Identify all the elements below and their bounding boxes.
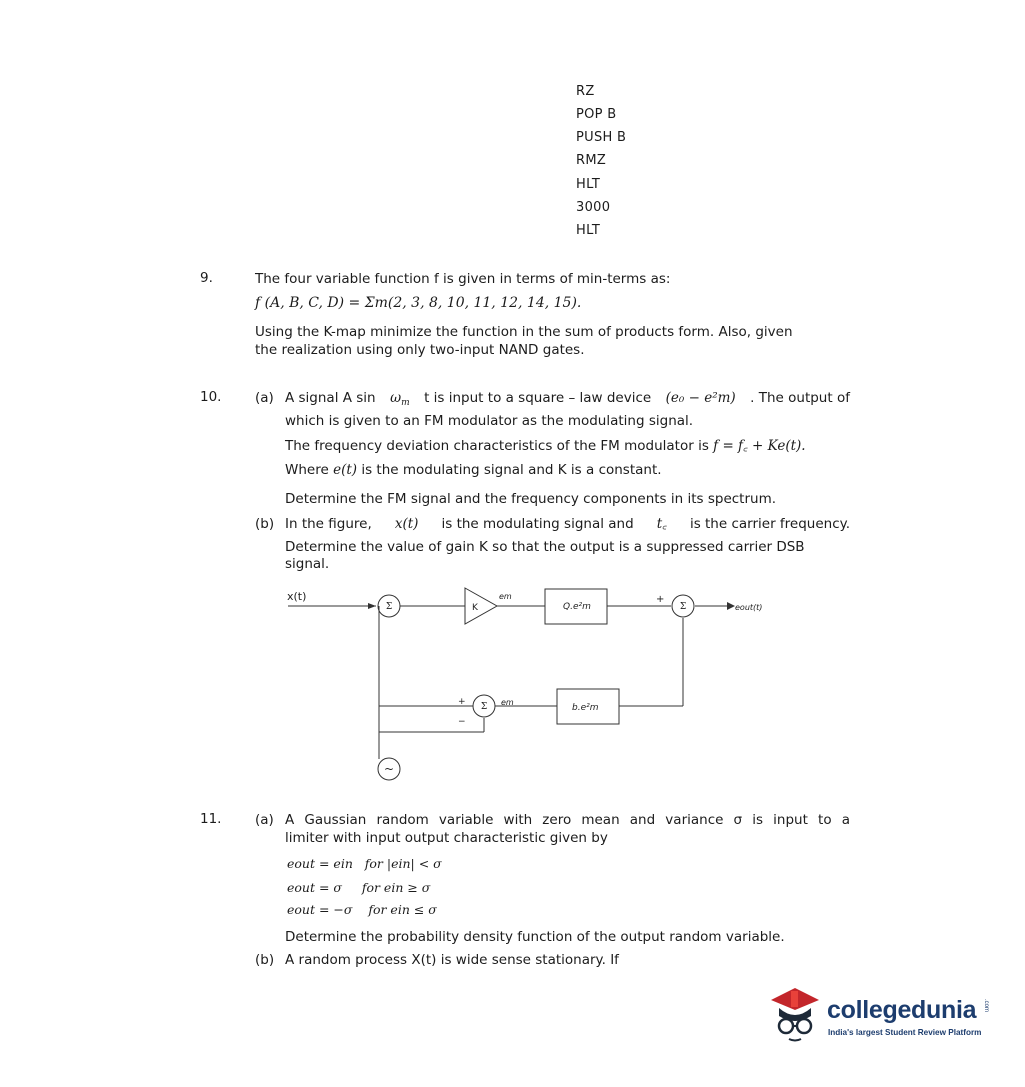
part-label: (b) [255, 516, 275, 532]
q10a-line5: Determine the FM signal and the frequency components in its spectrum. [285, 491, 777, 507]
q10b-line1: In the figure, x(t) is the modulating signal and t꜀ is the carrier frequency. [285, 516, 850, 532]
question-number: 10. [200, 389, 222, 405]
logo-suffix: .com [983, 999, 989, 1013]
source-symbol: ~ [383, 762, 395, 776]
gain-label: K [472, 603, 478, 613]
arrow-icon [368, 603, 376, 609]
code-line: PUSH B [576, 130, 627, 145]
em-label: em [499, 592, 512, 601]
case-1: eout = ein for |ein| < σ [287, 856, 442, 871]
code-line: HLT [576, 177, 601, 192]
sum-symbol: Σ [679, 602, 687, 612]
q10b-line2: Determine the value of gain K so that the output is a suppressed carrier DSB [285, 539, 805, 555]
q9-line1: The four variable function f is given in terms of min-terms as: [255, 271, 671, 287]
xt-symbol: x(t) [394, 516, 419, 532]
code-line: POP B [576, 107, 617, 122]
plus-sign: + [458, 697, 466, 707]
input-label: x(t) [287, 590, 307, 603]
q10b-line3: signal. [285, 556, 330, 572]
code-line: 3000 [576, 200, 611, 215]
logo-name: collegedunia [827, 996, 977, 1024]
q9-line3: the realization using only two-input NAND gates. [255, 342, 585, 358]
question-number: 9. [200, 270, 213, 286]
output-label: eout(t) [735, 603, 763, 612]
q11b-line1: A random process X(t) is wide sense stationary. If [285, 952, 619, 968]
case-3: eout = −σ for ein ≤ σ [287, 902, 437, 917]
feedback-block-label: b.e²m [572, 703, 599, 713]
code-line: RZ [576, 84, 595, 99]
q11a-line2: limiter with input output characteristic given by [285, 830, 608, 846]
q9-equation: f (A, B, C, D) = Σm(2, 3, 8, 10, 11, 12, 14, 15). [255, 295, 582, 311]
part-label: (a) [255, 812, 274, 828]
q11a-line1: A Gaussian random variable with zero mean and variance σ is input to a [285, 812, 850, 828]
question-number: 11. [200, 811, 222, 827]
code-line: RMZ [576, 153, 607, 168]
mascot-icon [765, 982, 825, 1042]
code-line: HLT [576, 223, 601, 238]
q10a-line4: Where e(t) is the modulating signal and K is a constant. [285, 462, 662, 478]
sum-symbol: Σ [385, 602, 393, 612]
q10a-line2: which is given to an FM modulator as the modulating signal. [285, 413, 694, 429]
q11a-line3: Determine the probability density function of the output random variable. [285, 929, 785, 945]
freq-equation: f = f꜀ + Ke(t). [713, 438, 806, 454]
minus-sign: − [458, 717, 466, 727]
q10a-line1-post: . The output of [750, 390, 850, 406]
part-label: (a) [255, 390, 274, 406]
arrow-icon [727, 602, 735, 610]
gain-triangle [465, 588, 497, 624]
q10a-line3: The frequency deviation characteristics of the FM modulator is f = f꜀ + Ke(t). [285, 438, 806, 454]
q10a-line1-eq: (e₀ − e²m) [665, 390, 736, 406]
em-label: em [501, 698, 514, 707]
sum-symbol: Σ [480, 702, 488, 712]
part-label: (b) [255, 952, 275, 968]
plus-sign: + [656, 594, 665, 605]
square-block-label: Q.e²m [563, 602, 591, 612]
q9-line2: Using the K-map minimize the function in the sum of products form. Also, given [255, 324, 793, 340]
q10a-line1-pre: A signal A sin [285, 390, 376, 406]
omega-symbol: $\omega_m$ [390, 390, 410, 408]
tc-symbol: t꜀ [656, 516, 667, 532]
collegedunia-logo [765, 980, 1005, 1050]
logo-tagline: India's largest Student Review Platform [828, 1028, 982, 1037]
case-2: eout = σ for ein ≥ σ [287, 880, 431, 895]
q10a-line1-mid: t is input to a square – law device [424, 390, 652, 406]
et-symbol: e(t) [333, 462, 358, 478]
